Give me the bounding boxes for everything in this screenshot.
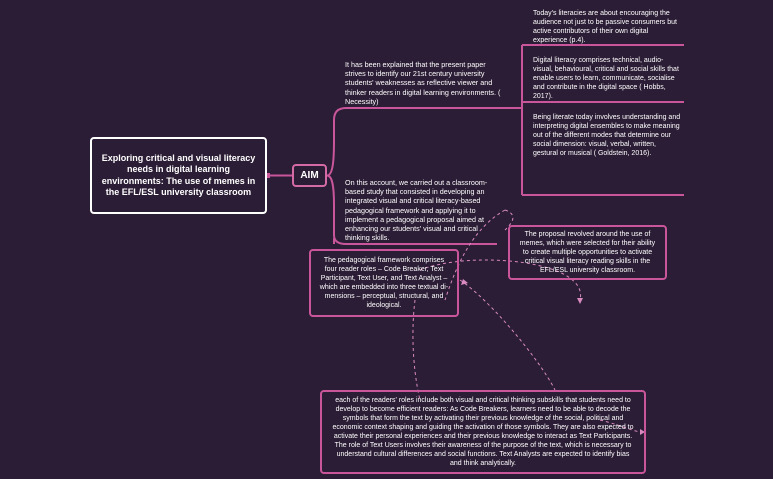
classroom-study-node[interactable] [345, 178, 495, 242]
aim-label: AIM [300, 170, 319, 181]
literacies-text: Today's literacies are about encouraging the audience not just to be passive consumers but active contributors of their own digital experience (p.4). [533, 10, 677, 45]
central-topic-text: Exploring critical and visual literacy needs in digital learning environments: The use of memes in the EFL/ESL university classroom [101, 152, 256, 197]
proposal-node[interactable] [508, 225, 667, 280]
necessity-node[interactable] [345, 60, 505, 106]
reader-roles-text: each of the readers' roles include both visual and critical thinking subskills that students need to develop to become efficient readers: As Code Breakers, learners need to be able to decode the symbols that form the text by activating their previous knowledge of the social, political and economic context shaping and guiding the activation of those symbols. They are also expected to activate their personal experiences and their previous knowledge to interact as Text Participants. The role of Text Users involves their awareness of the purpose of the text, which is necessary to understand cultural differences and social functions. Text Analysts are expected to identify bias and think analytically. [332, 397, 634, 467]
digital-literacy-text: Digital literacy comprises technical, audio-visual, behavioural, critical and social skills that enable users to learn, communicate, socialise and contribute in the digital space ( Hobbs, 2017). [533, 57, 679, 101]
being-literate-text: Being literate today involves understanding and interpreting digital ensembles to make meaning out of the different modes that determine our social dimension: visual, verbal, written, gestural or musical ( Goldstein, 2016). [533, 114, 681, 158]
necessity-text: It has been explained that the present paper strives to identify our 21st century university students' weaknesses as reflective viewer and thinker readers in digital learning environments. ( Necessity) [345, 60, 501, 106]
classroom-study-text: On this account, we carried out a classroom-based study that consisted in developing an integrated visual and critical literacy-based pedagogical framework and applying it to implement a pedagogical proposal aimed at enhancing our students' visual and critical thinking skills. [345, 178, 488, 243]
arrowhead-2 [577, 298, 583, 304]
framework-text: The pedagogical framework comprises four reader roles – Code Breaker, Text Participant, Text User, and Text Analyst – which are embedded into three textual di-mensions – perceptual, structural, and ideological. [319, 257, 449, 309]
being-literate-node[interactable] [533, 113, 681, 158]
reader-roles-node[interactable] [320, 390, 646, 474]
proposal-text: The proposal revolved around the use of memes, which were selected for their ability to create multiple opportunities to activate critical visual literacy reading skills in the EFL/ESL university classroom. [519, 231, 656, 274]
literacies-node[interactable] [533, 9, 681, 45]
central-topic[interactable] [90, 137, 267, 214]
aim-node[interactable] [292, 164, 327, 187]
framework-node[interactable] [309, 249, 459, 317]
aim-to-necessity-link [327, 108, 497, 176]
arrowhead-3 [461, 279, 468, 285]
dashed-relation-4 [460, 280, 555, 390]
digital-literacy-node[interactable] [533, 56, 681, 101]
